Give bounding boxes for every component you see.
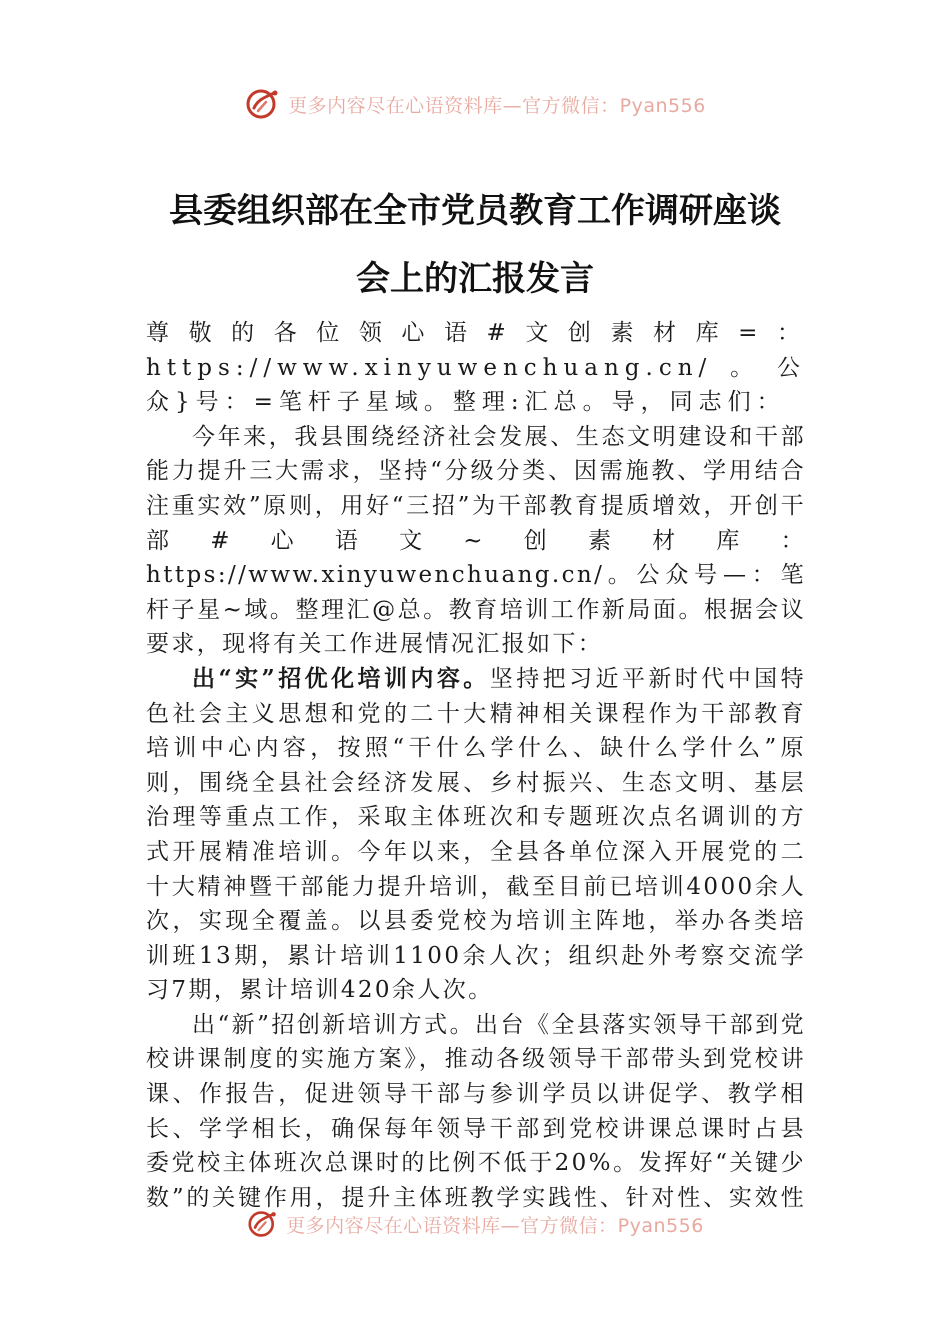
section-1-heading: 出“实”招优化培训内容。 (192, 664, 490, 692)
section-1-paragraph (146, 662, 806, 1008)
intro-paragraph: 今年来，我县围绕经济社会发展、生态文明建设和干部能力提升三大需求，坚持“分级分类、因需施教、学用结合注重实效”原则，用好“三招”为干部教育提质增效，开创干部#心语文~创素材库：https://www.xinyuwenchuang.cn/。公众号—：笔杆子星~域。整理汇@总。教育培训工作新局面。根据会议要求，现将有关工作进展情况汇报如下： (146, 423, 806, 658)
section-2-paragraph: 出“新”招创新培训方式。出台《全县落实领导干部到党校讲课制度的实施方案》，推动各级领导干部带头到党校讲课、作报告，促进领导干部与参训学员以讲促学、教学相长、学学相长，确保每年领导干部到党校讲课总课时占县委党校主体班次总课时的比例不低于20%。发挥好“关键少数”的关键作用，提升主体班教学实践性、针对性、实效性 (146, 1011, 806, 1211)
salutation-paragraph: 尊敬的各位领心语#文创素材库=：https://www.xinyuwenchuang.cn/。公众}号：=笔杆子星域。整理:汇总。导，同志们： (146, 320, 806, 416)
document-body (146, 316, 806, 1212)
footer-watermark (0, 1206, 950, 1242)
section-1-body: 坚持把习近平新时代中国特色社会主义思想和党的二十大精神相关课程作为干部教育培训中心内容，按照“干什么学什么、缺什么学什么”原则，围绕全县社会经济发展、乡村振兴、生态文明、基层治理等重点工作，采取主体班次和专题班次点名调训的方式开展精准培训。今年以来，全县各单位深入开展党的二十大精神暨干部能力提升培训，截至目前已培训4000余人次，实现全覆盖。以县委党校为培训主阵地，举办各类培训班13期，累计培训1100余人次；组织赴外考察交流学习7期，累计培训420余人次。 (146, 665, 806, 1004)
document-title-line-1: 县委组织部在全市党员教育工作调研座谈 (169, 191, 781, 231)
header-watermark-text: 更多内容尽在心语资料库—官方微信：Pyan556 (288, 94, 706, 117)
document-title-line-2: 会上的汇报发言 (356, 259, 594, 299)
brand-logo-icon (246, 1209, 280, 1239)
brand-logo-icon (244, 87, 282, 121)
header-watermark (0, 84, 950, 124)
footer-watermark-text: 更多内容尽在心语资料库—官方微信：Pyan556 (286, 1214, 704, 1237)
